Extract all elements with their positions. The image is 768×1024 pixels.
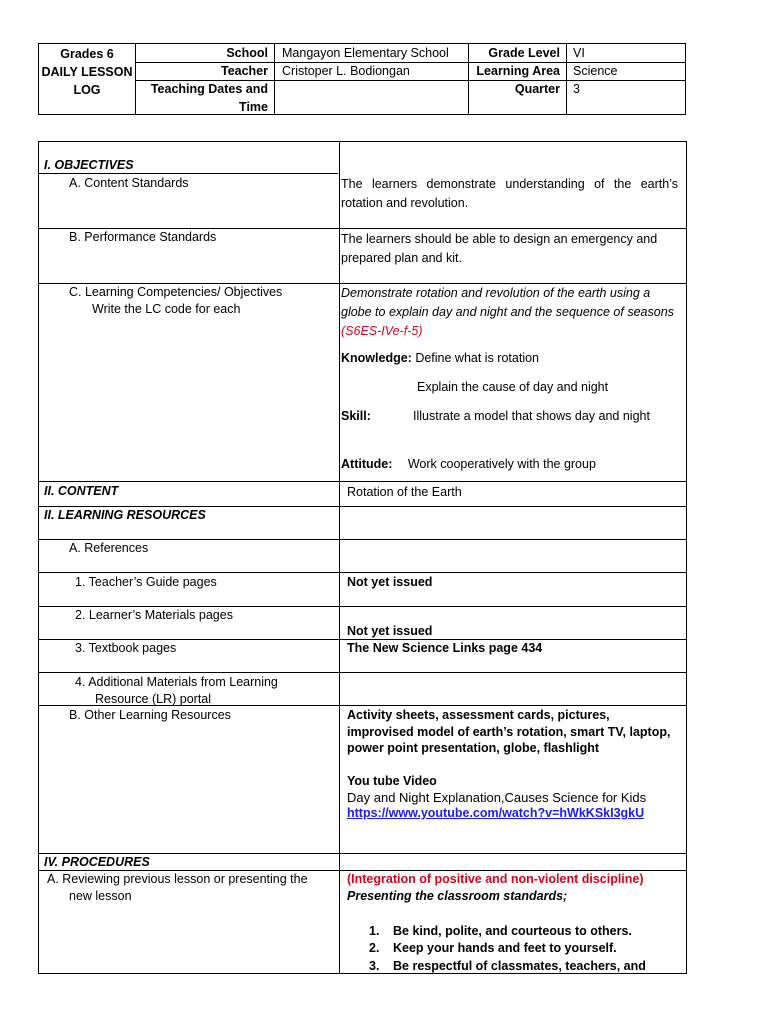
- standard-item: [369, 958, 646, 975]
- competencies-value: [341, 284, 678, 341]
- references-label: A. References: [69, 541, 149, 555]
- knowledge-label: Knowledge:: [341, 351, 412, 365]
- content-standards-label: A. Content Standards: [69, 176, 189, 190]
- lesson-table: [38, 141, 687, 974]
- performance-standards-label: B. Performance Standards: [69, 230, 217, 244]
- dates-label: [136, 80, 268, 116]
- review-label-line1: A. Reviewing previous lesson or presenting the: [47, 872, 308, 886]
- school-label: School: [226, 46, 268, 60]
- competencies-label-line1: C. Learning Competencies/ Objectives: [69, 285, 283, 299]
- dates-label-line1: Teaching Dates and: [150, 82, 268, 96]
- competencies-label-line2: Write the LC code for each: [92, 302, 241, 316]
- attitude-label: Attitude:: [341, 457, 393, 471]
- additional-materials-line1: 4. Additional Materials from Learning: [75, 675, 278, 689]
- learning-area-value: Science: [573, 64, 618, 78]
- standard-num: 2.: [369, 941, 380, 955]
- standard-text: Be kind, polite, and courteous to others.: [393, 924, 632, 938]
- additional-materials-label: [75, 674, 278, 708]
- knowledge-row: [341, 349, 678, 368]
- competencies-label: [69, 284, 282, 318]
- other-resources-value: Activity sheets, assessment cards, pictures, improvised model of earth’s rotation, smart TV, laptop, power point presentation, globe, flashlight: [347, 708, 671, 755]
- standards-heading: Presenting the classroom standards;: [347, 889, 568, 903]
- objectives-heading: I. OBJECTIVES: [44, 158, 134, 172]
- other-resources-label: B. Other Learning Resources: [69, 708, 231, 722]
- quarter-value: 3: [573, 82, 580, 96]
- content-value: Rotation of the Earth: [347, 485, 462, 499]
- teacher-value: Cristoper L. Bodiongan: [282, 64, 410, 78]
- procedures-heading: IV. PROCEDURES: [44, 855, 150, 869]
- skill-value: Illustrate a model that shows day and night: [413, 409, 650, 423]
- competency-code: (S6ES-IVe-f-5): [341, 324, 423, 338]
- attitude-row: [341, 455, 678, 474]
- log-title-line1: Grades 6: [60, 47, 114, 61]
- textbook-label: 3. Textbook pages: [75, 641, 177, 655]
- review-label: [47, 871, 308, 905]
- standard-text: Be respectful of classmates, teachers, and: [393, 959, 646, 973]
- standard-num: 3.: [369, 959, 380, 973]
- log-title-line2: DAILY LESSON: [41, 65, 133, 79]
- teachers-guide-value: Not yet issued: [347, 575, 433, 589]
- review-label-line2: new lesson: [69, 889, 132, 903]
- additional-materials-line2: Resource (LR) portal: [95, 692, 212, 706]
- learners-materials-value: Not yet issued: [347, 624, 433, 638]
- log-title-line3: LOG: [73, 83, 101, 97]
- skill-label: Skill:: [341, 409, 371, 423]
- youtube-link[interactable]: https://www.youtube.com/watch?v=hWkKSkI3gkU: [347, 806, 645, 820]
- school-value: Mangayon Elementary School: [282, 46, 449, 60]
- standard-item: [369, 940, 617, 957]
- textbook-value: The New Science Links page 434: [347, 641, 543, 655]
- knowledge-value-1: Define what is rotation: [415, 351, 540, 365]
- learners-materials-label: 2. Learner’s Materials pages: [75, 608, 233, 622]
- integration-note: (Integration of positive and non-violent discipline): [347, 872, 644, 886]
- standard-num: 1.: [369, 924, 380, 938]
- content-standards-value: The learners demonstrate understanding of the earth’s rotation and revolution.: [341, 177, 678, 210]
- quarter-label: Quarter: [514, 82, 560, 96]
- teachers-guide-label: 1. Teacher’s Guide pages: [75, 575, 217, 589]
- knowledge-value-2: Explain the cause of day and night: [417, 380, 609, 394]
- standard-item: [369, 923, 632, 940]
- youtube-title: Day and Night Explanation,Causes Science for Kids: [347, 790, 647, 805]
- resources-heading: II. LEARNING RESOURCES: [44, 508, 206, 522]
- log-title: [39, 45, 135, 99]
- standard-text: Keep your hands and feet to yourself.: [393, 941, 617, 955]
- teacher-label: Teacher: [220, 64, 268, 78]
- learning-area-label: Learning Area: [476, 64, 560, 78]
- performance-standards-value: The learners should be able to design an emergency and prepared plan and kit.: [341, 232, 658, 265]
- grade-level-value: VI: [573, 46, 585, 60]
- header-table: [38, 43, 686, 115]
- dates-label-line2: Time: [239, 100, 268, 114]
- grade-level-label: Grade Level: [488, 46, 560, 60]
- content-heading: II. CONTENT: [44, 484, 119, 498]
- competency-text: Demonstrate rotation and revolution of the earth using a globe to explain day and night and the sequence of seasons: [341, 286, 674, 319]
- attitude-value: Work cooperatively with the group: [407, 457, 596, 471]
- youtube-label: You tube Video: [347, 774, 437, 788]
